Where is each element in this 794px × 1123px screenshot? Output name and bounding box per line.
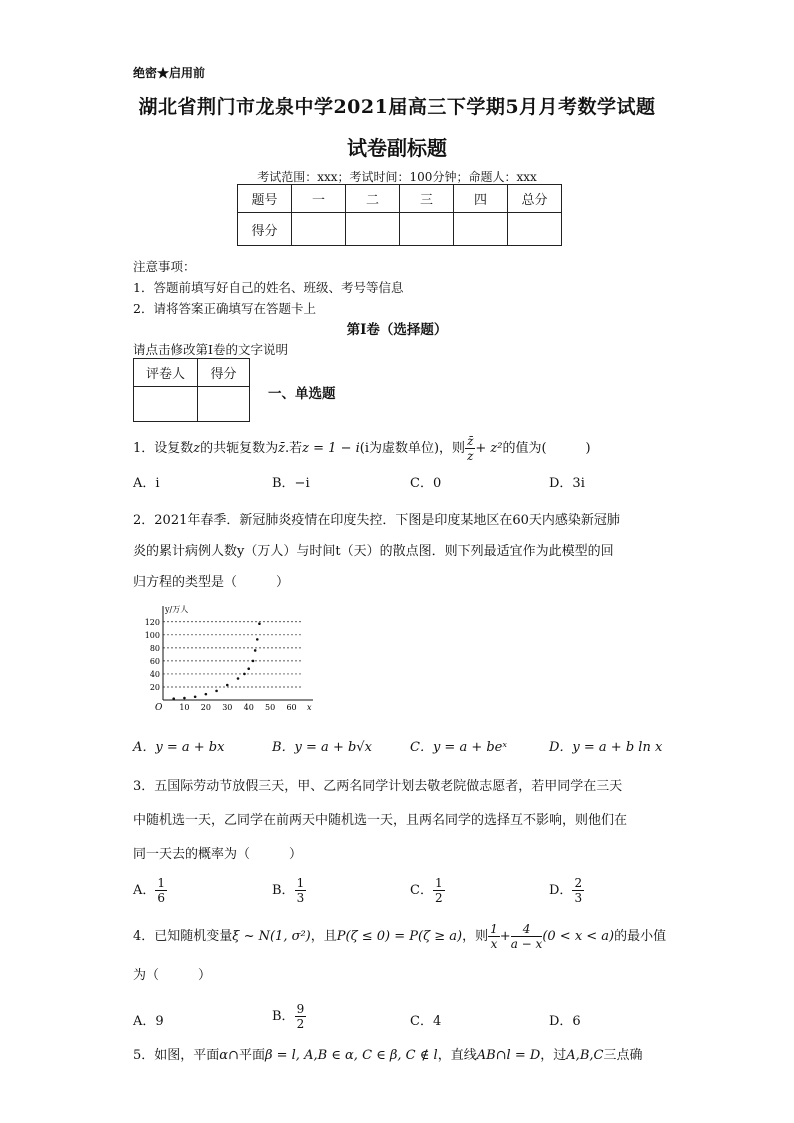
frac-den: 6: [157, 891, 166, 905]
volume-note[interactable]: 请点击修改第I卷的文字说明: [133, 342, 288, 357]
frac-num: 1: [296, 876, 305, 890]
q1-zbar: z̄: [278, 441, 286, 456]
exam-subtitle: 试卷副标题: [347, 136, 447, 160]
data-point: [252, 660, 255, 663]
exam-title: 湖北省荆门市龙泉中学2021届高三下学期5月月考数学试题: [138, 96, 656, 118]
option-fraction: [155, 876, 167, 905]
x-tick-label: 40: [243, 703, 254, 712]
question-3-stem: [133, 770, 663, 872]
option-a[interactable]: A．9: [133, 1014, 164, 1029]
y-tick-label: 80: [149, 643, 160, 653]
option-a[interactable]: [133, 876, 167, 905]
option-label: B．: [272, 883, 295, 898]
frac-den: 2: [434, 891, 443, 905]
notes-heading: 注意事项：: [133, 259, 196, 274]
q2-line: 归方程的类型是（ ）: [133, 575, 290, 590]
option-b[interactable]: B．y = a + b√x: [272, 740, 372, 755]
grader-header: 得分: [198, 359, 250, 387]
q1-expr-tail: + z²: [475, 441, 503, 456]
q2-line: 2．2021年春季．新冠肺炎疫情在印度失控．下图是印度某地区在60天内感染新冠肺: [133, 513, 620, 528]
option-d[interactable]: [549, 876, 584, 905]
y-tick-label: 100: [144, 630, 160, 640]
notes: [133, 256, 403, 319]
notes-item: 1．答题前填写好自己的姓名、班级、考号等信息: [133, 280, 404, 295]
q1-equation: z = 1 − i: [302, 441, 360, 456]
data-point: [205, 693, 208, 696]
frac-num: 1: [434, 876, 443, 890]
data-point: [256, 638, 259, 641]
q1-text: 的共轭复数为: [200, 441, 279, 456]
frac-num: 1: [490, 922, 498, 936]
frac-den: 2: [296, 1017, 305, 1031]
option-label: A．: [133, 883, 156, 898]
x-tick-label: 20: [200, 703, 211, 712]
q5-text: 平面: [238, 1048, 265, 1063]
option-b[interactable]: [272, 876, 306, 905]
origin-label: O: [155, 703, 163, 713]
option-b[interactable]: B．−i: [272, 476, 310, 491]
q5-text: 5．如图，平面: [133, 1048, 220, 1063]
frac-den: 3: [296, 891, 305, 905]
question-1-stem: [133, 434, 663, 463]
x-tick-label: 10: [179, 703, 190, 712]
option-c[interactable]: C．4: [410, 1014, 442, 1029]
q5-text: 三点确: [603, 1048, 643, 1063]
option-b[interactable]: [272, 1002, 306, 1031]
frac-den: a − x: [510, 937, 543, 951]
x-axis-label: x: [307, 703, 312, 712]
q1-z: z: [193, 441, 201, 456]
data-point: [226, 684, 229, 687]
scatter-plot: [133, 604, 318, 716]
question-2-stem: [133, 505, 663, 598]
q5-text: ，过: [540, 1048, 567, 1063]
y-tick-label: 60: [149, 656, 160, 666]
grader-table: [133, 358, 250, 422]
section-heading: 一、单选题: [268, 386, 336, 402]
data-point: [194, 695, 197, 698]
x-tick-label: 60: [286, 703, 297, 712]
score-header-cell: 三: [400, 185, 454, 213]
q3-line: 中随机选一天，乙同学在前两天中随机选一天，且两名同学的选择互不影响，则他们在: [133, 813, 628, 828]
q4-text: ，且: [310, 929, 337, 944]
q4-plus: +: [499, 929, 511, 944]
question-5-stem: [133, 1046, 693, 1066]
data-point: [215, 690, 218, 693]
frac-num: 1: [157, 876, 166, 890]
notes-item: 2．请将答案正确填写在答题卡上: [133, 301, 316, 316]
score-cell[interactable]: [454, 213, 508, 246]
score-header-cell: 总分: [508, 185, 562, 213]
option-c[interactable]: C．y = a + beˣ: [410, 740, 507, 755]
option-a[interactable]: A．i: [133, 476, 160, 491]
q5-text: ，直线: [437, 1048, 477, 1063]
q1-text: 1．设复数: [133, 441, 194, 456]
q5-math: α∩: [219, 1048, 239, 1063]
option-d[interactable]: D．3i: [549, 476, 585, 491]
confidential-label: 绝密★启用前: [133, 66, 206, 80]
grader-header: 评卷人: [134, 359, 198, 387]
score-header-cell: 二: [346, 185, 400, 213]
option-label: D．: [549, 883, 573, 898]
q1-text: (i为虚数单位)，则: [359, 441, 466, 456]
option-d[interactable]: D．y = a + b ln x: [549, 740, 663, 755]
data-point: [172, 697, 175, 700]
q4-fraction-1: [488, 922, 500, 951]
score-table: [237, 184, 562, 246]
score-cell[interactable]: [346, 213, 400, 246]
q4-text: 的最小值: [614, 929, 667, 944]
y-tick-label: 20: [149, 682, 160, 692]
x-tick-label: 50: [265, 703, 276, 712]
q4-fraction-2: [511, 922, 543, 951]
option-label: B．: [272, 1009, 295, 1024]
score-header-cell: 一: [292, 185, 346, 213]
score-header-cell: 题号: [238, 185, 292, 213]
q5-math: A,B,C: [566, 1048, 604, 1063]
frac-den: x: [490, 937, 498, 951]
q4-dist: ξ ~ N(1, σ²): [232, 929, 311, 944]
data-point: [243, 673, 246, 676]
q1-frac-den: z: [467, 449, 474, 463]
option-label: C．: [410, 883, 433, 898]
data-point: [183, 697, 186, 700]
q1-frac-num: z̄: [467, 434, 474, 448]
grader-cell[interactable]: [198, 387, 250, 422]
score-cell[interactable]: [400, 213, 454, 246]
option-fraction: [295, 876, 307, 905]
q4-prob: P(ζ ≤ 0) = P(ζ ≥ a): [336, 929, 463, 944]
data-point: [247, 667, 250, 670]
q4-text: 4．已知随机变量: [133, 929, 233, 944]
score-header-cell: 四: [454, 185, 508, 213]
frac-num: 4: [511, 922, 543, 937]
score-cell[interactable]: [508, 213, 562, 246]
score-cell[interactable]: [292, 213, 346, 246]
q2-line: 炎的累计病例人数y（万人）与时间t（天）的散点图．则下列最适宜作为此模型的回: [133, 544, 614, 559]
y-tick-label: 40: [149, 669, 160, 679]
option-a[interactable]: A．y = a + bx: [133, 740, 225, 755]
option-fraction: [433, 876, 445, 905]
option-c[interactable]: C．0: [410, 476, 442, 491]
q4-line-2: 为（ ）: [133, 968, 212, 983]
q1-text: .若: [285, 441, 303, 456]
y-tick-label: 120: [144, 617, 160, 627]
score-row-label: 得分: [238, 213, 292, 246]
exam-info: 考试范围：xxx；考试时间：100分钟；命题人：xxx: [257, 170, 537, 184]
frac-num: 9: [296, 1002, 305, 1016]
frac-num: 2: [574, 876, 583, 890]
frac-den: 3: [574, 891, 583, 905]
option-fraction: [572, 876, 584, 905]
y-axis-label: y/万人: [165, 605, 189, 614]
q4-range: (0 < x < a): [542, 929, 615, 944]
option-d[interactable]: D．6: [549, 1014, 581, 1029]
q3-line: 3．五国际劳动节放假三天，甲、乙两名同学计划去敬老院做志愿者，若甲同学在三天: [133, 779, 623, 794]
q3-line: 同一天去的概率为（ ）: [133, 847, 303, 862]
q4-text: ，则: [462, 929, 489, 944]
q5-math: AB∩l = D: [476, 1048, 541, 1063]
volume-title: 第I卷（选择题）: [346, 322, 448, 338]
x-tick-label: 30: [222, 703, 233, 712]
grader-cell[interactable]: [134, 387, 198, 422]
q1-fraction: [465, 434, 475, 463]
q1-text: 的值为( ): [502, 441, 591, 456]
question-4-stem: [133, 922, 693, 951]
option-c[interactable]: [410, 876, 445, 905]
option-fraction: [295, 1002, 307, 1031]
data-point: [258, 622, 261, 625]
data-point: [254, 649, 257, 652]
data-point: [237, 677, 240, 680]
q5-math: β = l, A,B ∈ α, C ∈ β, C ∉ l: [264, 1048, 438, 1063]
